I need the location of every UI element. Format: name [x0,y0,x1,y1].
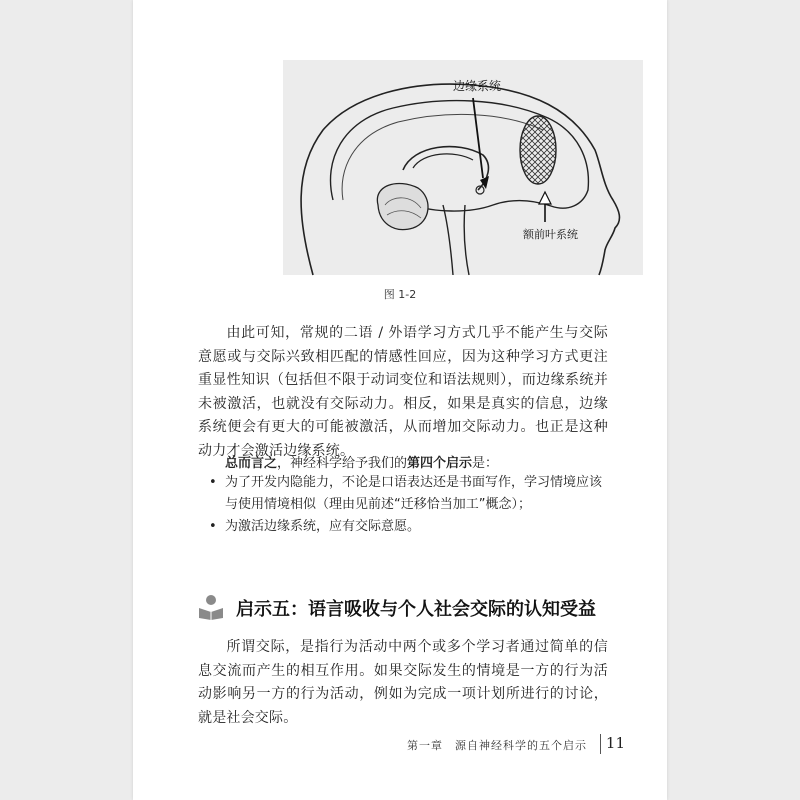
prefrontal-label: 额前叶系统 [523,228,578,241]
book-page [133,0,667,800]
paragraph-1 [198,322,608,463]
chapter-title: 第一章 源自神经科学的五个启示 [407,739,587,752]
figure-caption: 图 1-2 [383,288,417,301]
bullet-item: • 为激活边缘系统，应有交际意愿。 [205,516,605,538]
section-heading [196,588,616,628]
limbic-label: 边缘系统 [453,79,502,93]
summary-bullets [205,472,605,538]
reader-icon [196,594,226,620]
page-number: 11 [605,734,625,752]
paragraph-2-text: 所谓交际，是指行为活动中两个或多个学习者通过简单的信息交流而产生的相互作用。如果交际发生的情境是一方的行为活动影响另一方的行为活动，例如为完成一项计划所进行的讨论，就是社会交际。 [198,639,608,726]
bullet-item: • 为了开发内隐能力，不论是口语表达还是书面写作，学习情境应该与使用情境相似（理由见前述“迁移恰当加工”概念）； [205,472,605,516]
summary-end: 是： [472,456,499,471]
summary-bold-1: 总而言之 [225,456,278,471]
summary-mid: ，神经科学给予我们的 [277,456,408,471]
paragraph-2 [198,636,608,730]
section-title: 启示五：语言吸收与个人社会交际的认知受益 [236,599,596,620]
brain-illustration [283,0,643,280]
summary-bold-2: 第四个启示 [407,456,473,471]
paragraph-1-text: 由此可知，常规的二语 / 外语学习方式几乎不能产生与交际意愿或与交际兴致相匹配的情感性回应，因为这种学习方式更注重显性知识（包括但不限于动词变位和语法规则），而边缘系统并未被激活，也就没有交际动力。相反，如果是真实的信息，边缘系统便会有更大的可能被激活，从而增加交际动力。也正是这种动力才会激活边缘系统。 [198,325,608,459]
summary-lead [225,452,498,471]
page-footer [133,733,667,755]
footer-divider [600,734,601,754]
brain-figure [283,0,643,280]
